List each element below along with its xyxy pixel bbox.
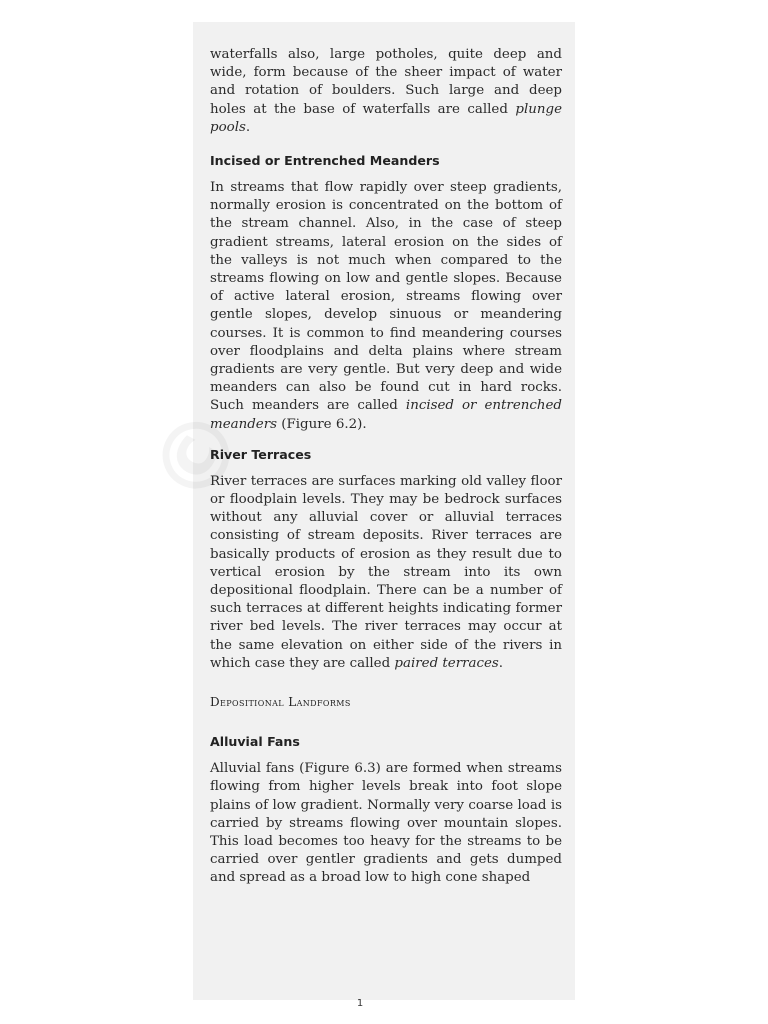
paragraph-plunge-pools: waterfalls also, large potholes, quite deep and wide, form because of the sheer impact of water and rotation of boulders. Such large and deep holes at the base of waterfalls are called plunge pools.	[210, 47, 562, 135]
term-paired-terraces: paired terraces	[394, 655, 499, 671]
term-incised-meanders: incised or entrenched meanders	[210, 398, 562, 432]
term-plunge-pools: plunge pools	[210, 101, 562, 135]
heading-incised-meanders: Incised or Entrenched Meanders	[210, 153, 440, 169]
page-number: 1	[356, 998, 364, 1009]
text-column	[210, 46, 562, 888]
heading-alluvial-fans: Alluvial Fans	[210, 734, 300, 750]
paragraph-river-terraces: River terraces are surfaces marking old valley floor or floodplain levels. They may be bedrock surfaces without any alluvial cover or alluvial terraces consisting of stream deposits. River terraces are basically products of erosion as they result due to vertical erosion by the stream into its own depositional floodplain. There can be a number of such terraces at different heights indicating former river bed levels. The river terraces may occur at the same elevation on either side of the rivers in which case they are called paired terraces.	[210, 473, 562, 671]
heading-river-terraces: River Terraces	[210, 446, 312, 462]
paragraph-incised-meanders: In streams that flow rapidly over steep gradients, normally erosion is concentrated on the bottom of the stream channel. Also, in the case of steep gradient streams, lateral erosion on the sides of the valleys is not much when compared to the streams flowing on low and gentle slopes. Because of active lateral erosion, streams flowing over gentle slopes, develop sinuous or meandering courses. It is common to find meandering courses over floodplains and delta plains where stream gradients are very gentle. But very deep and wide meanders can also be found cut in hard rocks. Such meanders are called incised or entrenched meanders (Figure 6.2).	[210, 180, 562, 432]
section-title-depositional-landforms: Depositional Landforms	[210, 695, 351, 710]
paragraph-alluvial-fans: Alluvial fans (Figure 6.3) are formed when streams flowing from higher levels break into foot slope plains of low gradient. Normally very coarse load is carried by streams flowing over mountain slopes. This load becomes too heavy for the streams to be carried over gentler gradients and gets dumped and spread as a broad low to high cone shaped	[210, 761, 562, 886]
